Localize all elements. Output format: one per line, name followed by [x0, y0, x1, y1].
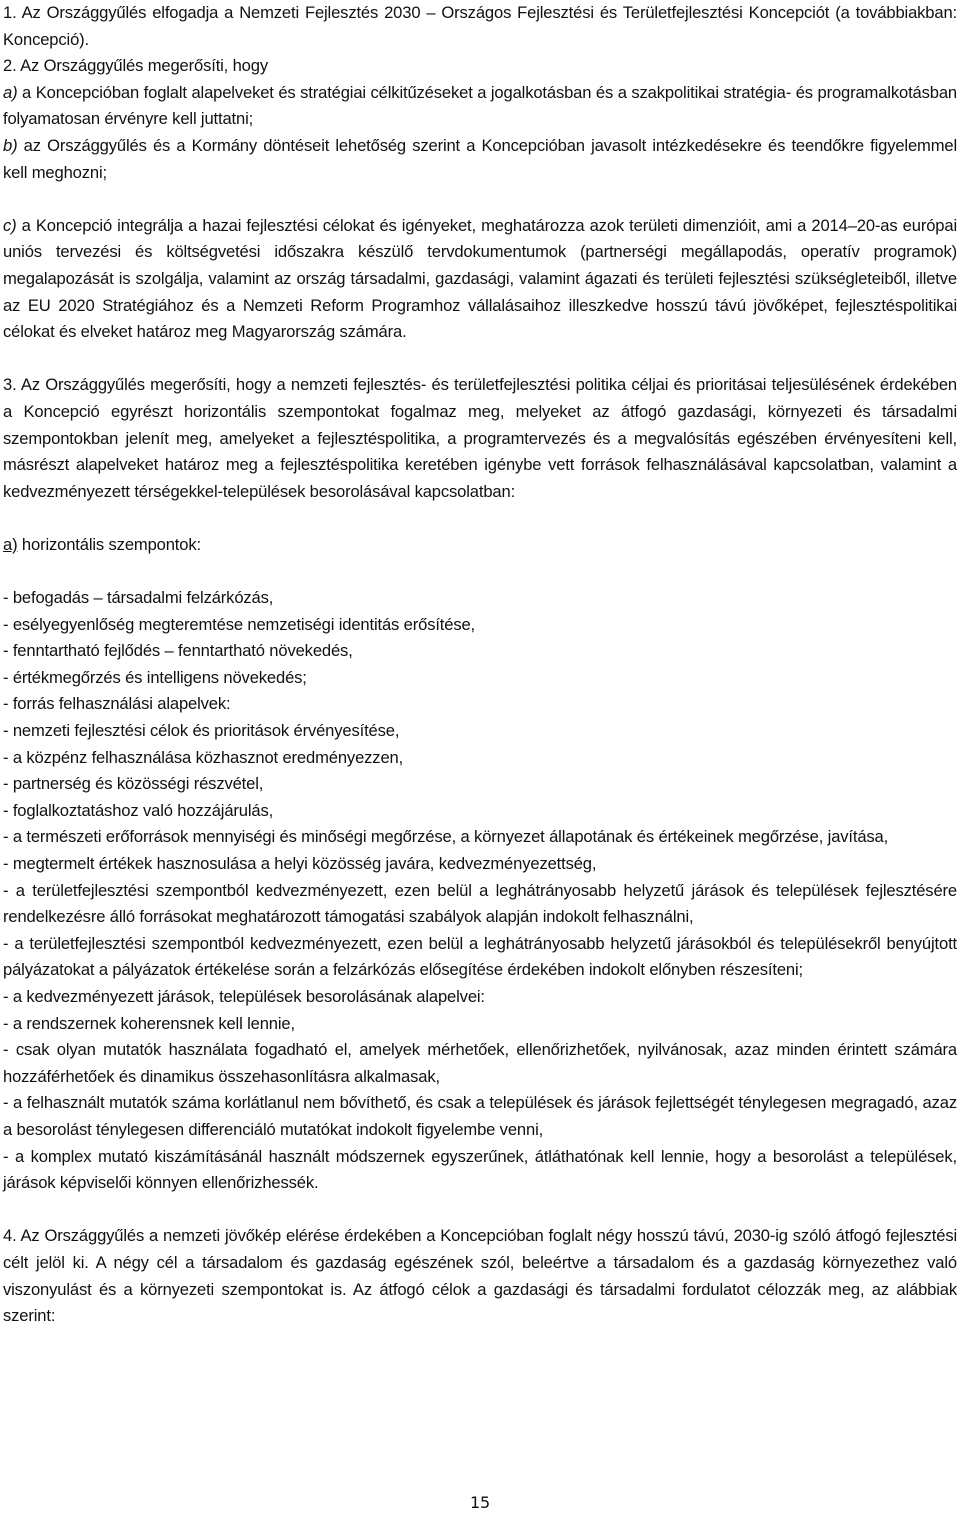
list-item: - a rendszernek koherensnek kell lennie, [3, 1013, 295, 1033]
heading-text-a: horizontális szempontok: [17, 534, 201, 554]
list-item: - esélyegyenlőség megteremtése nemzetiségi identitás erősítése, [3, 614, 476, 634]
paragraph-1: 1. Az Országgyűlés elfogadja a Nemzeti Fejlesztés 2030 – Országos Fejlesztési és Területfejlesztési Koncepciót (a továbbiakban: Koncepció). [3, 3, 957, 49]
list-item: - csak olyan mutatók használata fogadható el, amelyek mérhetőek, ellenőrizhetőek, nyilvánosak, azaz minden érintett számára hozzáférhetőek és dinamikus összehasonlításra alkalmasak, [3, 1040, 957, 1086]
list-item: - forrás felhasználási alapelvek: [3, 694, 231, 714]
list-item: - a komplex mutató kiszámításánál használt módszernek egyszerűnek, átláthatónak kell lennie, hogy a besorolást a települések, járások képviselői könnyen ellenőrizhessék. [3, 1146, 957, 1193]
list-item: - a természeti erőforrások mennyiségi és minőségi megőrzése, a környezet állapotának és értékeinek megőrzése, javítása, [3, 827, 889, 847]
list-item: - a területfejlesztési szempontból kedvezményezett, ezen belül a leghátrányosabb helyzetű járások és települések fejlesztésére rendelkezésre álló forrásokat meghatározott támogatási szabályok alapján indokolt felhasználni, [3, 880, 957, 927]
paragraph-2c [3, 213, 957, 346]
paragraph-2b [3, 133, 957, 186]
list-item: - a kedvezményezett járások, települések besorolásának alapelvei: [3, 986, 485, 1006]
item-text-b: az Országgyűlés és a Kormány döntéseit lehetőség szerint a Koncepcióban javasolt intézkedésekre és teendőkre figyelemmel kell meghozni; [3, 135, 957, 182]
list-item: - a közpénz felhasználása közhasznot eredményezzen, [3, 747, 404, 767]
list-item: - értékmegőrzés és intelligens növekedés; [3, 667, 307, 687]
paragraph-2-intro: 2. Az Országgyűlés megerősíti, hogy [3, 56, 268, 76]
list-item: - megtermelt értékek hasznosulása a helyi közösség javára, kedvezményezettség, [3, 854, 597, 873]
list-item: - fenntartható fejlődés – fenntartható növekedés, [3, 641, 353, 661]
page-number: 15 [469, 1493, 491, 1512]
paragraph-2a [3, 80, 957, 133]
paragraph-4: 4. Az Országgyűlés a nemzeti jövőkép elérése érdekében a Koncepcióban foglalt négy hosszú távú, 2030-ig szóló átfogó fejlesztési célt jelöl ki. A négy cél a társadalom és gazdaság egészének szól, beleértve a társadalom és a gazdaság környezethez való viszonyulást és a környezeti szempontokat is. Az átfogó célok a gazdasági és társadalmi fordulatot célozzák meg, az alábbiak szerint: [3, 1226, 957, 1326]
paragraph-3a-heading [3, 532, 957, 559]
item-text-c: a Koncepció integrálja a hazai fejlesztési célokat és igényeket, meghatározza azok területi dimenzióit, ami a 2014–20-as európai uniós tervezési és költségvetési időszakra készülő tervdokumentumok (partnerségi megállapodás, operatív programok) megalapozását is szolgálja, valamint az ország társadalmi, gazdasági, valamint ágazati és területi fejlesztési szükségleteiből, illetve az EU 2020 Stratégiához és a Nemzeti Reform Programhoz vállalásaihoz illeszkedve hosszú távú jövőképet, fejlesztéspolitikai célokat és elveket határoz meg Magyarország számára. [3, 215, 957, 342]
list-item: - foglalkoztatáshoz való hozzájárulás, [3, 800, 274, 820]
paragraph-3: 3. Az Országgyűlés megerősíti, hogy a nemzeti fejlesztés- és területfejlesztési politika céljai és prioritásai teljesülésének érdekében a Koncepció egyrészt horizontális szempontokat fogalmaz meg, melyeket az átfogó gazdasági, környezeti és társadalmi szempontokban jelenít meg, amelyeket a fejlesztéspolitika, a programtervezés és a megvalósítás egészében érvényesíteni kell, másrészt alapelveket határoz meg a fejlesztéspolitika keretében igénybe vett források felhasználásával kapcsolatban, valamint a kedvezményezett térségekkel-települések besorolásával kapcsolatban: [3, 375, 957, 501]
item-label-a: a) [3, 82, 18, 102]
list-item: - befogadás – társadalmi felzárkózás, [3, 588, 274, 608]
criteria-list [3, 585, 957, 1197]
list-item: - a felhasznált mutatók száma korlátlanul nem bővíthető, és csak a települések és járások fejlettségét ténylegesen megragadó, azaz a besorolást ténylegesen differenciáló mutatókat indokolt figyelembe venni, [3, 1093, 957, 1139]
list-item: - nemzeti fejlesztési célok és prioritások érvényesítése, [3, 721, 400, 741]
list-item: - a területfejlesztési szempontból kedvezményezett, ezen belül a leghátrányosabb helyzetű járásokból és településekről benyújtott pályázatokat a pályázatok értékelése során a felzárkózás elősegítése érdekében indokolt előnyben részesíteni; [3, 933, 957, 980]
heading-label-a: a) [3, 534, 18, 554]
list-item: - partnerség és közösségi részvétel, [3, 774, 264, 794]
item-label-b: b) [3, 135, 18, 155]
item-text-a: a Koncepcióban foglalt alapelveket és stratégiai célkitűzéseket a jogalkotásban és a szakpolitikai stratégia- és programalkotásban folyamatosan érvényre kell juttatni; [3, 82, 957, 129]
item-label-c: c) [3, 215, 17, 235]
